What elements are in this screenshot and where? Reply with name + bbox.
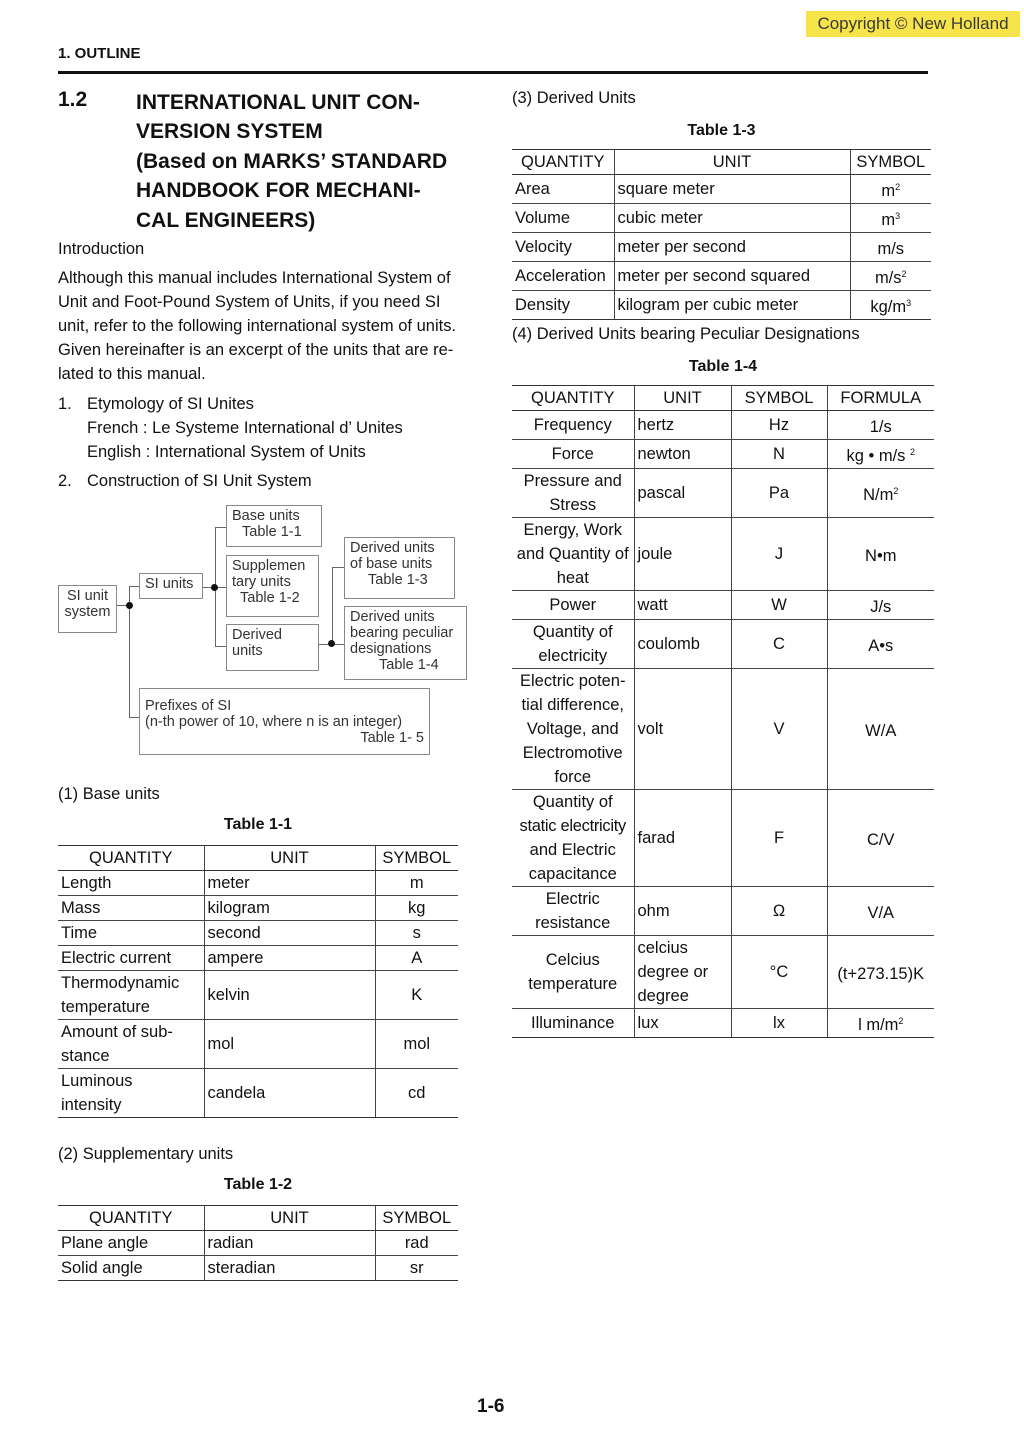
diagram-junction-dot [211,584,218,591]
formula-cell [827,1009,934,1038]
diagram-junction-dot [328,640,335,647]
formula-text: l m/m [858,1016,899,1034]
quantity-cell [512,887,634,936]
quantity-line: Voltage, and [526,720,619,738]
table-row [58,896,458,921]
formula-cell [827,591,934,620]
quantity-line: heat [556,569,589,587]
unit-line: coulomb [637,635,700,653]
unit-line: volt [637,720,664,738]
formula-cell [827,518,934,591]
diagram-connector [332,567,344,568]
column-header: SYMBOL [731,386,827,411]
quantity-cell: Solid angle [58,1256,204,1281]
column-header: UNIT [204,1206,375,1231]
unit-cell [634,440,731,469]
diagram-text: bearing peculiar [350,625,454,641]
formula-exponent: 2 [910,447,916,457]
heading-title-line: HANDBOOK FOR MECHANI- [136,179,421,203]
unit-line: degree or [637,963,709,981]
symbol-cell: kg [375,896,458,921]
section-header: 1. OUTLINE [58,45,141,62]
quantity-line: Electric poten- [520,672,626,690]
intro-line: unit, refer to the following international system of units. [58,317,457,335]
unit-line: farad [637,829,676,847]
symbol-cell: N [731,440,827,469]
diagram-derived-peculiar-units [344,606,467,680]
diagram-text: Derived units [350,609,435,625]
unit-cell [634,620,731,669]
symbol-cell: s [375,921,458,946]
diagram-text: Table 1- 5 [360,730,424,746]
table-row [512,669,934,790]
quantity-line: and Electric [529,841,616,859]
quantity-cell: Mass [58,896,204,921]
quantity-line: stance [61,1047,110,1065]
symbol-cell: rad [375,1231,458,1256]
diagram-derived-units [226,624,319,671]
unit-line: newton [637,445,691,463]
quantity-cell: Plane angle [58,1231,204,1256]
diagram-text: Prefixes of SI [145,698,232,714]
quantity-cell: Volume [512,204,614,233]
heading-number: 1.2 [58,88,88,111]
unit-line: degree [637,987,689,1005]
unit-cell: cubic meter [614,204,850,233]
table-row [512,440,934,469]
derived-units-heading: (3) Derived Units [512,89,636,107]
unit-cell: meter per second squared [614,262,850,291]
symbol-cell: °C [731,936,827,1009]
table-row [512,591,934,620]
diagram-text: Base units [232,508,300,524]
unit-cell: square meter [614,175,850,204]
intro-line: lated to this manual. [58,365,206,383]
column-header: UNIT [634,386,731,411]
unit-cell [634,591,731,620]
unit-line: ohm [637,902,670,920]
symbol-text: m [881,182,896,200]
symbol-cell: lx [731,1009,827,1038]
supplementary-units-heading: (2) Supplementary units [58,1145,234,1163]
quantity-line: Luminous [61,1072,133,1090]
symbol-cell [850,233,931,262]
table-row [58,946,458,971]
unit-line: watt [637,596,668,614]
table-header-row [58,1206,458,1231]
quantity-cell [512,440,634,469]
table-1-1 [58,845,458,1118]
symbol-cell: mol [375,1020,458,1069]
quantity-cell [58,1069,204,1118]
table-row [512,1009,934,1038]
unit-cell: radian [204,1231,375,1256]
page-number: 1-6 [477,1396,505,1417]
table-row [58,1020,458,1069]
formula-text: J/s [870,598,892,616]
diagram-connector [215,527,226,528]
symbol-text: m/s [874,269,902,287]
symbol-cell: V [731,669,827,790]
table-row [512,291,931,320]
formula-text: V/A [867,904,895,922]
diagram-supplementary-units [226,555,319,617]
intro-paragraph [58,266,456,386]
quantity-cell [512,411,634,440]
table-row [512,175,931,204]
list-item-sub: English : International System of Units [87,443,366,461]
unit-cell: steradian [204,1256,375,1281]
diagram-text: Table 1-3 [368,572,428,588]
symbol-cell [850,204,931,233]
formula-text: A•s [868,637,894,655]
diagram-connector [215,646,226,647]
quantity-cell [512,518,634,591]
symbol-exponent: 3 [906,298,912,308]
symbol-cell: Hz [731,411,827,440]
quantity-line: Pressure and [523,472,622,490]
quantity-line: static electricity [519,817,626,835]
table-row [58,1231,458,1256]
formula-cell [827,469,934,518]
diagram-text: designations [350,641,432,657]
quantity-line: Force [551,445,594,463]
formula-cell [827,790,934,887]
table-1-4 [512,385,934,1038]
unit-line: hertz [637,416,675,434]
unit-cell: kilogram per cubic meter [614,291,850,320]
table-row [512,790,934,887]
table-row [512,262,931,291]
unit-cell [634,469,731,518]
quantity-line: resistance [535,914,611,932]
table-row [512,233,931,262]
unit-line: celcius [637,939,688,957]
diagram-text: SI unit [66,588,109,604]
formula-exponent: 2 [898,1016,904,1026]
formula-text: 1/s [869,418,892,436]
table-row [58,971,458,1020]
quantity-cell [512,620,634,669]
table-1-2-caption: Table 1-2 [223,1176,293,1193]
formula-cell [827,887,934,936]
quantity-line: Electromotive [522,744,623,762]
quantity-line: Illuminance [531,1014,615,1032]
diagram-si-unit-system [58,585,117,633]
quantity-line: Energy, Work [523,521,622,539]
quantity-line: intensity [61,1096,122,1114]
formula-exponent: 2 [893,486,899,496]
table-row [512,469,934,518]
quantity-line: Power [549,596,597,614]
unit-cell [634,936,731,1009]
header-rule [58,71,928,74]
unit-cell [634,518,731,591]
heading-title-line: VERSION SYSTEM [136,120,323,144]
table-1-3-caption: Table 1-3 [687,122,756,139]
column-header: QUANTITY [512,150,614,175]
diagram-text: tary units [232,574,291,590]
intro-line: Given hereinafter is an excerpt of the units that are re- [58,341,454,359]
diagram-text: system [64,604,111,620]
table-1-3 [512,149,931,320]
unit-cell: meter per second [614,233,850,262]
formula-text: N/m [863,486,894,504]
symbol-text: m/s [877,240,905,258]
diagram-text: (n-th power of 10, where n is an integer) [145,714,403,730]
list-item-text: Construction of SI Unit System [87,472,312,490]
diagram-text: Table 1-1 [242,524,302,540]
quantity-line: tial difference, [521,696,624,714]
quantity-line: temperature [528,975,618,993]
diagram-text: Supplemen [232,558,306,574]
table-row [58,921,458,946]
quantity-cell: Density [512,291,614,320]
formula-text: W/A [865,722,897,740]
quantity-line: capacitance [528,865,617,883]
unit-cell [634,669,731,790]
formula-text: C/V [866,831,895,849]
table-row [512,518,934,591]
column-header: QUANTITY [58,1206,204,1231]
intro-line: Although this manual includes International System of [58,269,451,287]
diagram-text: Derived units [350,540,435,556]
column-header: UNIT [204,846,375,871]
unit-cell [634,1009,731,1038]
symbol-exponent: 2 [901,269,907,279]
table-row [512,887,934,936]
table-row [512,411,934,440]
table-1-4-caption: Table 1-4 [688,358,758,375]
quantity-line: Quantity of [532,793,613,811]
diagram-text: Derived [232,627,282,643]
table-1-1-caption: Table 1-1 [223,816,293,833]
quantity-cell: Area [512,175,614,204]
symbol-cell: F [731,790,827,887]
symbol-cell: cd [375,1069,458,1118]
table-row [512,204,931,233]
symbol-cell: C [731,620,827,669]
symbol-cell: J [731,518,827,591]
unit-cell [634,411,731,440]
quantity-cell: Electric current [58,946,204,971]
unit-cell: ampere [204,946,375,971]
unit-cell: kelvin [204,971,375,1020]
unit-cell: meter [204,871,375,896]
quantity-cell: Length [58,871,204,896]
diagram-text: Table 1-2 [240,590,300,606]
quantity-line: Electric [545,890,600,908]
diagram-text: SI units [145,576,194,592]
heading-title-line: CAL ENGINEERS) [136,208,316,232]
column-header: UNIT [614,150,850,175]
formula-cell [827,936,934,1009]
heading-title-line: INTERNATIONAL UNIT CON- [136,91,420,114]
quantity-cell [512,790,634,887]
formula-text: N•m [865,547,897,565]
table-row [512,936,934,1009]
symbol-exponent: 3 [895,211,901,221]
intro-label: Introduction [58,240,145,258]
symbol-cell [850,175,931,204]
table-header-row [512,150,931,175]
formula-cell [827,620,934,669]
symbol-cell: Pa [731,469,827,518]
diagram-derived-base-units [344,537,455,599]
symbol-cell: sr [375,1256,458,1281]
unit-cell: second [204,921,375,946]
column-header: SYMBOL [375,846,458,871]
unit-line: pascal [637,484,686,502]
symbol-cell: m [375,871,458,896]
quantity-cell [512,936,634,1009]
symbol-cell: A [375,946,458,971]
symbol-exponent: 2 [895,182,901,192]
diagram-base-units [226,505,322,547]
formula-cell [827,440,934,469]
unit-cell: kilogram [204,896,375,921]
unit-line: lux [637,1014,659,1032]
unit-line: joule [637,545,673,563]
quantity-cell [512,669,634,790]
diagram-junction-dot [126,602,133,609]
quantity-line: Frequency [533,416,612,434]
diagram-connector [129,586,139,587]
quantity-line: electricity [538,647,608,665]
peculiar-units-heading: (4) Derived Units bearing Peculiar Designations [512,325,860,343]
quantity-cell: Time [58,921,204,946]
diagram-si-units [139,573,203,599]
table-1-2 [58,1205,458,1281]
unit-cell: mol [204,1020,375,1069]
symbol-cell [850,291,931,320]
diagram-text: units [232,643,263,659]
column-header: FORMULA [827,386,934,411]
quantity-line: Amount of sub- [61,1023,173,1041]
heading-title [136,88,496,235]
symbol-text: kg/m [870,298,907,316]
quantity-line: Quantity of [532,623,613,641]
base-units-heading: (1) Base units [58,785,160,803]
quantity-cell [58,971,204,1020]
diagram-text: Table 1-4 [379,657,439,673]
quantity-line: Stress [549,496,597,514]
formula-text: (t+273.15)K [837,965,925,983]
intro-line: Unit and Foot-Pound System of Units, if you need SI [58,293,441,311]
diagram-text: of base units [350,556,433,572]
quantity-line: force [554,768,592,786]
quantity-cell [512,1009,634,1038]
quantity-line: and Quantity of [516,545,629,563]
table-row [58,1256,458,1281]
diagram-connector [332,567,333,645]
column-header: SYMBOL [375,1206,458,1231]
list-item-sub: French : Le Systeme International d’ Unites [87,419,403,437]
quantity-cell: Velocity [512,233,614,262]
quantity-line: temperature [61,998,150,1016]
table-row [58,1069,458,1118]
unit-cell [634,790,731,887]
symbol-cell: K [375,971,458,1020]
quantity-cell [58,1020,204,1069]
table-header-row [58,846,458,871]
column-header: QUANTITY [58,846,204,871]
column-header: QUANTITY [512,386,634,411]
table-row [512,620,934,669]
formula-cell [827,411,934,440]
heading-title-line: (Based on MARKS’ STANDARD [136,149,448,173]
list-item-text: Etymology of SI Unites [87,395,254,413]
quantity-line: Celcius [545,951,600,969]
list-item-number: 2. [58,472,72,490]
quantity-cell [512,591,634,620]
symbol-cell: Ω [731,887,827,936]
diagram-prefixes [139,688,430,755]
unit-cell [634,887,731,936]
formula-cell [827,669,934,790]
list-item-number: 1. [58,395,72,413]
symbol-cell: W [731,591,827,620]
quantity-line: Thermodynamic [61,974,180,992]
formula-text: kg • m/s [846,447,906,465]
unit-cell: candela [204,1069,375,1118]
column-header: SYMBOL [850,150,931,175]
copyright-notice: Copyright © New Holland [806,11,1020,37]
table-row [58,871,458,896]
symbol-cell [850,262,931,291]
table-header-row [512,386,934,411]
quantity-cell [512,469,634,518]
symbol-text: m [881,211,896,229]
diagram-connector [129,717,139,718]
quantity-cell: Acceleration [512,262,614,291]
